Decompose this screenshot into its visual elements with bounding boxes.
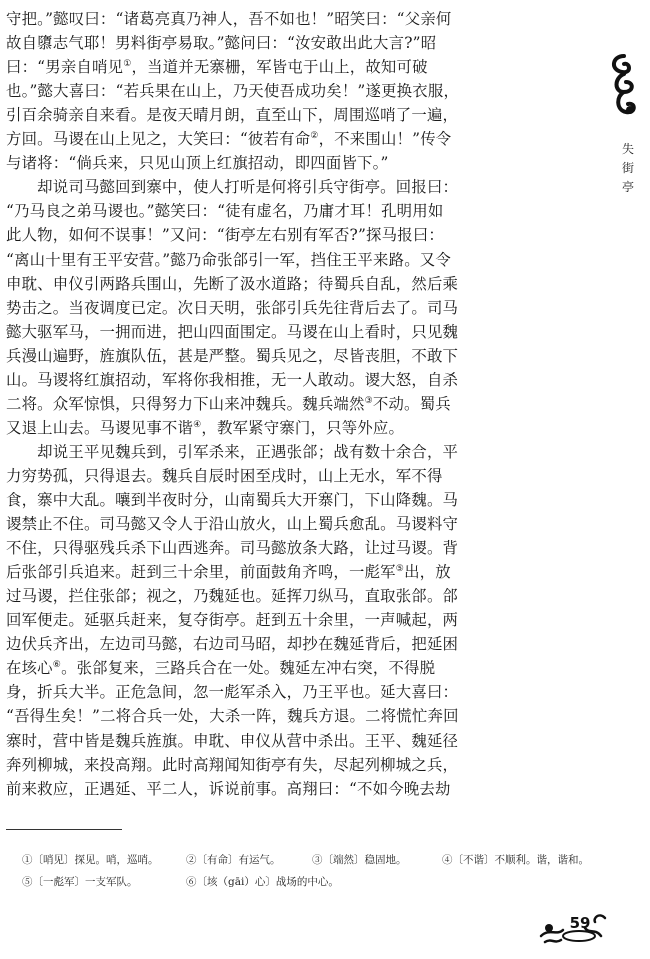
scroll-ornament-icon: [608, 52, 640, 122]
line-text: ，教军紧守寨门，只等外应。: [201, 418, 405, 437]
body-line: [6, 150, 389, 176]
body-line: [6, 78, 459, 104]
line-text: 申耽、申仪引两路兵围山，先断了汲水道路；待蜀兵自乱，然后乘: [6, 274, 459, 293]
body-line: [6, 30, 436, 56]
line-text: 奔列柳城，来投高翔。此时高翔闻知街亭有失，尽起列柳城之兵，: [6, 755, 459, 774]
body-line: [6, 583, 458, 609]
line-text: 曰：“男亲自哨见: [6, 58, 124, 77]
body-line: [6, 198, 443, 224]
line-text: 此人物，如何不误事！”又问：“街亭左右别有军否?”探马报曰：: [6, 226, 445, 245]
line-text: 不动。蜀兵: [372, 394, 451, 413]
line-text: 二将。众军惊惧，只得努力下山来冲魏兵。魏兵端然: [6, 394, 365, 413]
body-line: [6, 655, 435, 681]
line-text: “吾得生矣！”二将合兵一处，大杀一阵，魏兵方退。二将慌忙奔回: [6, 707, 459, 726]
footnote-5: ⑤〔一彪军〕一支军队。: [22, 876, 138, 888]
footnote-6: ⑥〔垓（gāi）心〕战场的中心。: [186, 876, 339, 888]
body-line: [6, 776, 451, 802]
body-line: [6, 102, 458, 128]
line-text: 出，放: [404, 563, 451, 582]
body-line: [6, 679, 458, 705]
line-text: 兵漫山遍野，旌旗队伍，甚是严整。蜀兵见之，尽皆丧胆，不敢下: [6, 346, 459, 365]
footnote-ref: ②: [310, 131, 319, 142]
line-text: 与诸将：“倘兵来，只见山顶上红旗招动，即四面皆下。”: [6, 154, 389, 173]
footnote-2: ②〔有命〕有运气。: [186, 854, 281, 866]
line-text: “离山十里有王平安营。”懿乃命张郃引一军，挡住王平来路。又令: [6, 250, 451, 269]
line-text: 回军便走。延驱兵赶来，复夺街亭。赶到五十余里，一声喊起，两: [6, 611, 459, 630]
page-number: 59: [569, 914, 591, 932]
body-line: [6, 752, 458, 778]
line-text: 又退上山去。马谡见事不谐: [6, 418, 194, 437]
footnote-ref: ⑥: [52, 660, 62, 671]
body-line: [6, 54, 428, 80]
line-text: 寨时，营中皆是魏兵旌旗。申耽、申仪从营中杀出。王平、魏延径: [6, 731, 459, 750]
footnote-3: ③〔端然〕稳固地。: [312, 854, 407, 866]
body-line: [6, 391, 451, 417]
body-line: [6, 535, 458, 561]
line-text: 引百余骑亲自来看。是夜天晴月朗，直至山下，周围巡哨了一遍，: [6, 106, 459, 125]
line-text: 身，折兵大半。正危急间，忽一彪军杀入，乃王平也。延大喜曰：: [6, 683, 459, 702]
line-text: 却说司马懿回到寨中，使人打听是何将引兵守街亭。回报曰：: [6, 178, 459, 197]
line-text: 谡禁止不住。司马懿又令人于沿山放火，山上蜀兵愈乱。马谡料守: [6, 515, 459, 534]
line-text: 边伏兵齐出，左边司马懿，右边司马昭，却抄在魏延背后，把延困: [6, 635, 459, 654]
body-line: [6, 607, 458, 633]
body-line: [6, 463, 443, 489]
body-line: [6, 728, 458, 754]
line-text: “乃马良之弟马谡也。”懿笑曰：“徒有虚名，乃庸才耳！孔明用如: [6, 202, 444, 221]
line-text: 后张郃引兵追来。赶到三十余里，前面鼓角齐鸣，一彪军: [6, 563, 396, 582]
body-line: [6, 6, 452, 32]
footnote-divider: [6, 829, 122, 830]
body-line: [6, 247, 451, 273]
line-text: ，不来围山！”传令: [318, 130, 452, 149]
line-text: 。张郃复来，三路兵合在一处。魏延左冲右突，不得脱: [61, 659, 436, 678]
line-text: 故自隳志气耶！男料街亭易取。”懿问曰：“汝安敢出此大言?”昭: [6, 34, 437, 53]
body-line: [6, 511, 458, 537]
chapter-side-title: 失 街 亭: [621, 142, 634, 194]
body-line: [6, 295, 458, 321]
body-line: [6, 703, 459, 729]
body-line: [6, 319, 458, 345]
line-text: 却说王平见魏兵到，引军杀来，正遇张郃；战有数十余合，平: [6, 442, 459, 461]
body-line: [6, 343, 458, 369]
line-text: 也。”懿大喜曰：“若兵果在山上，乃天使吾成功矣！”遂更换衣服，: [6, 82, 460, 101]
body-line: [6, 174, 458, 200]
line-text: 力穷势孤，只得退去。魏兵自辰时困至戌时，山上无水，军不得: [6, 466, 443, 485]
line-text: ，当道并无寨栅，军皆屯于山上，故知可破: [131, 58, 428, 77]
body-line: [6, 271, 458, 297]
body-line: [6, 439, 458, 465]
line-text: 食，寨中大乱。嚷到半夜时分，山南蜀兵大开寨门，下山降魏。马: [6, 491, 459, 509]
line-text: 在垓心: [6, 659, 53, 678]
body-line: [6, 559, 451, 585]
footnote-1: ①〔哨见〕探见。哨，巡哨。: [22, 854, 159, 866]
line-text: 方回。马谡在山上见之，大笑曰：“彼若有命: [6, 130, 311, 149]
footnote-ref: ④: [193, 419, 202, 430]
body-line: [6, 631, 458, 657]
footnote-ref: ①: [123, 59, 132, 70]
body-line: [6, 415, 404, 441]
body-line: [6, 222, 444, 248]
footnote-ref: ③: [364, 395, 373, 406]
line-text: 山。马谡将红旗招动，军将你我相推，无一人敢动。谡大怒，自杀: [6, 370, 459, 389]
line-text: 守把。”懿叹曰：“诸葛亮真乃神人，吾不如也！”昭笑曰：“父亲何: [6, 10, 452, 28]
line-text: 不住，只得驱残兵杀下山西逃奔。司马懿放条大路，让过马谡。背: [6, 539, 459, 558]
body-line: [6, 487, 458, 513]
line-text: 懿大驱军马，一拥而进，把山四面围定。马谡在山上看时，只见魏: [6, 322, 459, 341]
line-text: 前来救应，正遇延、平二人，诉说前事。高翔曰：“不如今晚去劫: [6, 779, 451, 798]
body-line: [6, 367, 458, 393]
line-text: 势击之。当夜调度已定。次日天明，张郃引兵先往背后去了。司马: [6, 298, 459, 317]
body-line: [6, 126, 451, 152]
footnote-4: ④〔不谐〕不顺利。谐，谐和。: [442, 854, 589, 866]
line-text: 过马谡，拦住张郃；视之，乃魏延也。延挥刀纵马，直取张郃。郃: [6, 587, 459, 606]
footnote-ref: ⑤: [395, 564, 405, 575]
